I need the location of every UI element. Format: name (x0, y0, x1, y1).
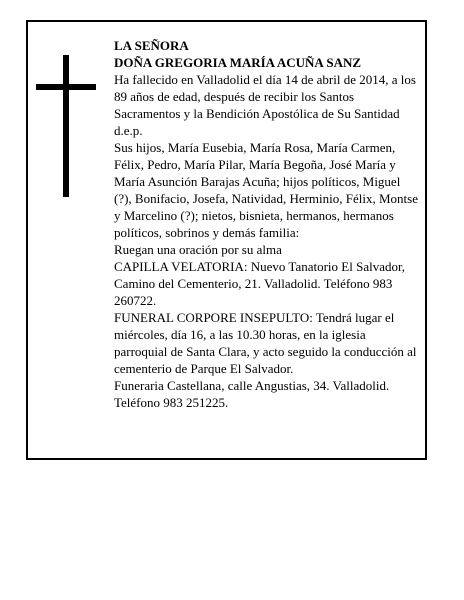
cross-vertical-bar (63, 55, 69, 197)
funeral-home-info: Funeraria Castellana, calle Angustias, 34. Valladolid. Teléfono 983 251225. (114, 378, 390, 410)
cross-horizontal-bar (36, 84, 96, 90)
honorific: LA SEÑORA (114, 38, 189, 53)
notice-body (114, 37, 420, 411)
chapel-info: CAPILLA VELATORIA: Nuevo Tanatorio El Salvador, Camino del Cementerio, 21. Valladolid. Teléfono 983 260722. (114, 259, 406, 308)
funeral-info: FUNERAL CORPORE INSEPULTO: Tendrá lugar el miércoles, día 16, a las 10.30 horas, en la iglesia parroquial de Santa Clara, y acto seguido la conducción al cementerio de Parque El Salvador. (114, 310, 417, 376)
death-announcement: Ha fallecido en Valladolid el día 14 de abril de 2014, a los 89 años de edad, después de recibir los Santos Sacramentos y la Bendición Apostólica de Su Santidad (114, 72, 416, 121)
deceased-name: DOÑA GREGORIA MARÍA ACUÑA SANZ (114, 55, 362, 70)
rip-abbreviation: d.e.p. (114, 123, 143, 138)
family-list: Sus hijos, María Eusebia, María Rosa, María Carmen, Félix, Pedro, María Pilar, María Begoña, José María y María Asunción Barajas Acuña; hijos políticos, Miguel (?), Bonifacio, Josefa, Natividad, Herminio, Félix, Montse y Marcelino (?); nietos, bisnieta, hermanos, hermanos políticos, sobrinos y demás familia: (114, 140, 418, 240)
prayer-request: Ruegan una oración por su alma (114, 242, 282, 257)
